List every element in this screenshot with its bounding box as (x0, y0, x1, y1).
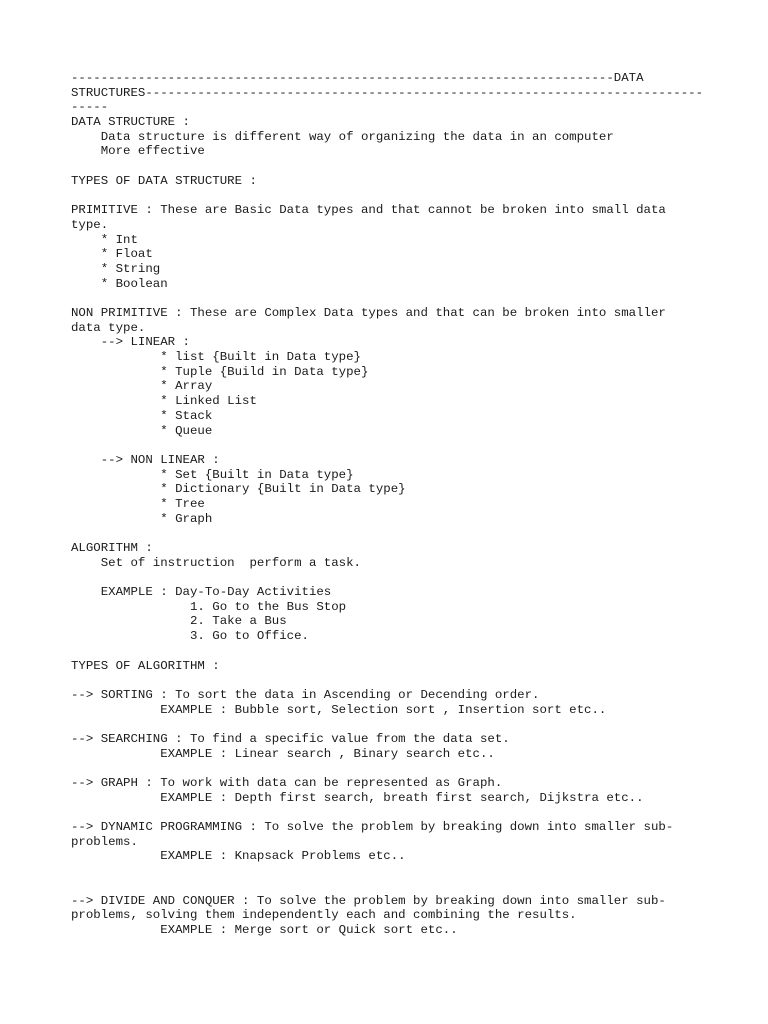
document-line: Set of instruction perform a task. (71, 555, 361, 570)
document-line: NON PRIMITIVE : These are Complex Data types and that can be broken into smaller (71, 306, 666, 320)
document-line: PRIMITIVE : These are Basic Data types and that cannot be broken into small data (71, 203, 666, 218)
document-line (71, 644, 711, 659)
document-line: 1. Go to the Bus Stop (71, 599, 347, 614)
document-line: EXAMPLE : Merge sort or Quick sort etc.. (71, 922, 458, 937)
document-line: * Tree (71, 496, 205, 511)
document-line: * Linked List (71, 394, 257, 409)
document-line: * list {Built in Data type} (71, 350, 361, 365)
document-line (71, 526, 711, 541)
document-line: EXAMPLE : Bubble sort, Selection sort , Insertion sort etc.. (71, 702, 607, 717)
document-line (71, 879, 711, 894)
document-line: EXAMPLE : Depth first search, breath first search, Dijkstra etc.. (71, 790, 644, 805)
document-line (71, 864, 711, 879)
document-line: TYPES OF DATA STRUCTURE : (71, 173, 257, 188)
document-line: --> SEARCHING : To find a specific value from the data set. (71, 731, 510, 746)
document-line: * Stack (71, 408, 213, 423)
document-line: 2. Take a Bus (71, 614, 287, 629)
document-line (71, 159, 711, 174)
document-line: * Set {Built in Data type} (71, 467, 354, 482)
document-line: ----- (71, 100, 109, 115)
document-body (71, 71, 711, 938)
document-line (71, 761, 711, 776)
document-line: -------------------------------------------------------------------------DATA (71, 71, 644, 85)
document-line: --> LINEAR : (71, 335, 190, 350)
document-line (71, 717, 711, 732)
document-line (71, 438, 711, 453)
document-line (71, 805, 711, 820)
document-line: * Queue (71, 423, 213, 438)
document-line: * Boolean (71, 276, 168, 291)
document-line (71, 189, 711, 204)
document-line: * Dictionary {Built in Data type} (71, 482, 406, 497)
document-line: 3. Go to Office. (71, 629, 309, 644)
document-line: data type. (71, 320, 146, 335)
document-line: --> SORTING : To sort the data in Ascending or Decending order. (71, 687, 540, 702)
document-line: type. (71, 217, 109, 232)
document-line: --> NON LINEAR : (71, 452, 220, 467)
document-line: problems. (71, 834, 138, 849)
document-line: * Array (71, 379, 213, 394)
document-line: problems, solving them independently each and combining the results. (71, 908, 577, 923)
document-line (71, 291, 711, 306)
document-line: * String (71, 261, 161, 276)
document-line: DATA STRUCTURE : (71, 115, 190, 130)
document-line: --> GRAPH : To work with data can be represented as Graph. (71, 776, 503, 790)
document-line: * Float (71, 247, 153, 262)
document-line: EXAMPLE : Linear search , Binary search etc.. (71, 746, 495, 761)
document-line: * Tuple {Build in Data type} (71, 364, 369, 379)
document-line: More effective (71, 144, 205, 159)
document-line (71, 673, 711, 688)
document-line: TYPES OF ALGORITHM : (71, 658, 220, 673)
document-line: ALGORITHM : (71, 541, 153, 555)
document-line: STRUCTURES--------------------------------------------------------------------------- (71, 85, 704, 100)
document-line: --> DIVIDE AND CONQUER : To solve the problem by breaking down into smaller sub- (71, 893, 666, 908)
document-line: * Int (71, 232, 138, 247)
document-line: EXAMPLE : Knapsack Problems etc.. (71, 849, 406, 864)
document-line: * Graph (71, 511, 213, 526)
document-line: --> DYNAMIC PROGRAMMING : To solve the problem by breaking down into smaller sub- (71, 820, 674, 835)
document-line: Data structure is different way of organizing the data in an computer (71, 129, 614, 144)
document-line (71, 570, 711, 585)
document-line: EXAMPLE : Day-To-Day Activities (71, 585, 332, 600)
